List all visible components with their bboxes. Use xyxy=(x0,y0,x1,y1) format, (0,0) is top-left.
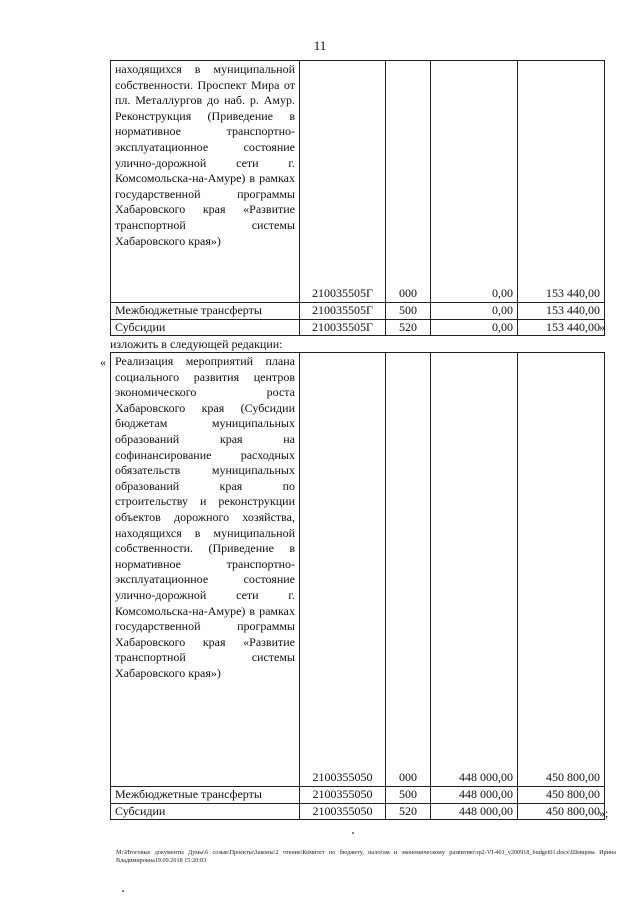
row-vr: 000 xyxy=(386,353,431,787)
row-value-1: 0,00 xyxy=(431,319,518,336)
row-code: 2100355050 xyxy=(300,353,386,787)
row-value-2: 153 440,00 xyxy=(518,61,605,303)
row-code: 210035505Г xyxy=(300,319,386,336)
budget-table-old xyxy=(110,60,605,336)
row-name: Реализация мероприятий плана социального развития центров экономического роста Хабаровского края (Субсидии бюджетам муниципальных образований края на софинансирование расходных обязательств муниципальных образований края по строительству и реконструкции объектов дорожного хозяйства, находящихся в муниципальной собственности. (Приведение в нормативное транспортно-эксплуатационное состояние улично-дорожной сети г. Комсомольска-на-Амуре) в рамках государственной программы Хабаровского края «Развитие транспортной системы Хабаровского края») xyxy=(111,353,300,787)
row-vr: 520 xyxy=(386,319,431,336)
row-code: 210035505Г xyxy=(300,61,386,303)
file-path-footer: M:\Итоговые документы Думы\6 созыв\Проекты\Законы\2 чтение\Комитет по бюджету, налогам и экономическому развитию\зр2-VI-401_v200918_budget01.docx\Шевцова Ирина Владимировна19.09.2018 15:20:03 xyxy=(116,849,616,864)
scan-speck xyxy=(122,890,124,892)
row-name: Субсидии xyxy=(111,319,300,336)
row-code: 2100355050 xyxy=(300,803,386,820)
row-value-2: 450 800,00 xyxy=(518,353,605,787)
row-vr: 000 xyxy=(386,61,431,303)
closing-quote: » xyxy=(599,320,605,334)
closing-quote-semicolon: »; xyxy=(599,806,609,820)
opening-quote: « xyxy=(100,355,106,369)
table-row xyxy=(111,61,605,303)
scan-speck xyxy=(352,832,354,834)
budget-table-new xyxy=(110,352,605,820)
table-row xyxy=(111,803,605,820)
row-value-2: 450 800,00 xyxy=(518,787,605,804)
row-name: Субсидии xyxy=(111,803,300,820)
table-row xyxy=(111,319,605,336)
row-code: 210035505Г xyxy=(300,303,386,320)
row-value-1: 0,00 xyxy=(431,61,518,303)
table-row xyxy=(111,787,605,804)
row-value-2: 153 440,00 xyxy=(518,303,605,320)
table-row xyxy=(111,353,605,787)
row-name: Межбюджетные трансферты xyxy=(111,787,300,804)
row-value-2: 153 440,00 xyxy=(518,319,605,336)
table-row xyxy=(111,303,605,320)
row-value-1: 0,00 xyxy=(431,303,518,320)
row-vr: 520 xyxy=(386,803,431,820)
row-value-2: 450 800,00 xyxy=(518,803,605,820)
page-number: 11 xyxy=(313,38,327,53)
row-vr: 500 xyxy=(386,303,431,320)
row-value-1: 448 000,00 xyxy=(431,353,518,787)
row-vr: 500 xyxy=(386,787,431,804)
row-name: находящихся в муниципальной собственности. Проспект Мира от пл. Металлургов до наб. р. Амур. Реконструкция (Приведение в нормативное транспортно-эксплуатационное состояние улично-дорожной сети г. Комсомольска-на-Амуре) в рамках государственной программы Хабаровского края «Развитие транспортной системы Хабаровского края») xyxy=(111,61,300,303)
row-value-1: 448 000,00 xyxy=(431,787,518,804)
row-value-1: 448 000,00 xyxy=(431,803,518,820)
row-name: Межбюджетные трансферты xyxy=(111,303,300,320)
row-code: 2100355050 xyxy=(300,787,386,804)
edit-instruction: изложить в следующей редакции: xyxy=(110,337,283,351)
